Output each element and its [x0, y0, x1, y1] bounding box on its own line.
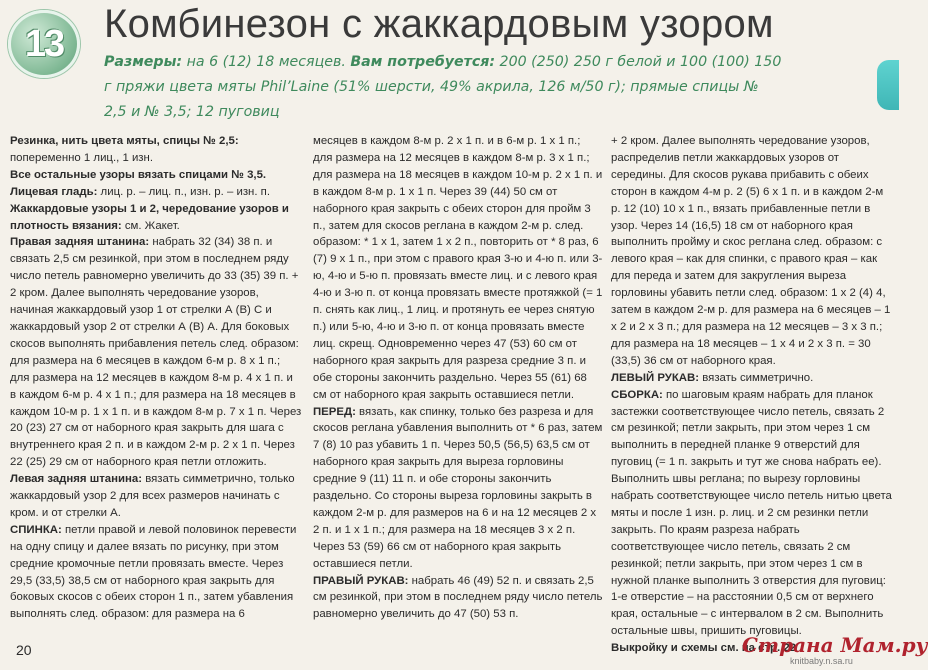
page-title: Комбинезон с жаккардовым узором — [104, 2, 774, 46]
paragraph-text: месяцев в каждом 8-м р. 2 х 1 п. и в 6-м р. 1 х 1 п.; для размера на 12 месяцев в каждом 8-м р. 3 х 1 п.; для размера на 18 месяцев в каждом 10-м р. 2 х 1 п. и в каждом 8-м р. 1 х 1 п. Через 39 (44) 50 см от наборного края закрыть с обеих сторон для пройм 3 п., затем для скосов реглана в каждом 2-м р. след. образом: * 1 х 1, затем 1 х 2 п., повторить от * 8 раз, 6 (7) 9 х 1 п., при этом с правого края 3-ю и 4-ю п. или 3-ю, 4-ю и 5-ю п. провязать вместе лиц. и с левого края 4-ю и 3-ю п. от конца провязать вместе протяжкой (= 1 п. снять как лиц., 1 лиц. и протянуть ее через снятую п.) или 5-ю, 4-ю и 3-ю п. от конца провязать вместе лиц. скрещ. Одновременно через 47 (53) 60 см от наборного края закрыть для разреза средние 3 п. и обе стороны закончить раздельно. Через 55 (61) 68 см от наборного края закрыть оставшиеся петли. — [313, 135, 603, 401]
paragraph-heading: СПИНКА: — [10, 523, 62, 536]
paragraph-text: по шаговым краям набрать для планок застежки соответствующее число петель, связать 2 см резинкой; петли закрыть, при этом через 1 см выполнить в передней планке 9 отверстий для пуговиц (= 1 п. закрыть и тут же снова набрать ее). Выполнить швы реглана; по вырезу горловины набрать соответствующее число петель нитью цвета мяты и после 1 изн. р. лиц. и 2 см резинки петли закрыть. По краям разреза набрать соответствующее число петель, связать 2 см резинкой; петли закрыть, при этом через 1 см в нужной планке выполнить 3 отверстия для пуговиц: 1-е отверстие – на расстоянии 0,5 см от верхнего края, остальные – с интервалом в 2 см. Выполнить остальные швы, пришить пуговицы. — [611, 388, 892, 638]
paragraph-text: вязать, как спинку, только без разреза и для скосов реглана убавления выполнить от * 6 раз, затем 7 (8) 10 раз убавить 1 п. Через 50,5 (56,5) 63,5 см от наборного края закрыть для выреза горловины средние 9 (11) 11 п. и обе стороны закончить раздельно. Со стороны выреза горловины закрыть в каждом 2-м р. для размеров на 6 и на 12 месяцев 2 х 2 п. и 1 х 1 п.; для размера на 18 месяцев 3 х 2 п. Через 53 (59) 66 см от наборного края закрыть оставшиеся петли. — [313, 405, 603, 570]
need-text: 200 (250) 250 г белой и 100 (100) 150 г пряжи цвета мяты Phil’Laine (51% шерсти, 49% акрила, 126 м/50 г); прямые спицы № 2,5 и № 3,5; 12 пуговиц — [104, 54, 782, 120]
paragraph-heading: Левая задняя штанина: — [10, 473, 143, 486]
paragraph-heading: Все остальные узоры вязать спицами № 3,5. — [10, 168, 267, 181]
paragraph-heading: Жаккардовые узоры 1 и 2, чередование узоров и плотность вязания: — [10, 202, 289, 232]
paragraph-text: набрать 32 (34) 38 п. и связать 2,5 см резинкой, при этом в последнем ряду число петель равномерно увеличить до 33 (35) 39 п. + 2 кром. Далее выполнять чередование узоров, начиная жаккардовый узор 1 от стрелки А (В) С и жаккардовый узор 2 от стрелки А (В) А. Для боковых скосов выполнять прибавления петель след. образом: для размера на 6 месяцев в каждом 6-м р. 8 х 1 п.; для размера на 12 месяцев в каждом 8-м р. 4 х 1 п. и в каждом 6-м р. 4 х 1 п.; для размера на 18 месяцев в каждом 10-м р. 1 х 1 п. и в каждом 8-м р. 7 х 1 п. Через 20 (23) 27 см от наборного края закрыть для шага с внутреннего края 2 п. и в каждом 2-м р. 2 х 1 п. Через 22 (25) 29 см от наборного края петли отложить. — [10, 236, 302, 469]
instruction-paragraph — [313, 133, 603, 404]
instruction-paragraph — [10, 133, 302, 167]
paragraph-heading: ПЕРЕД: — [313, 405, 356, 418]
sizes-text: на 6 (12) 18 месяцев. — [182, 54, 351, 70]
pattern-number-badge — [8, 10, 80, 78]
paragraph-text: + 2 кром. Далее выполнять чередование узоров, распределив петли жаккардовых узоров от середины. Для скосов рукава прибавить с обеих сторон в каждом 4-м р. 2 (5) 6 х 1 п. и в каждом 2-м р. 12 (10) 10 х 1 п., вязать прибавленные петли в узор. Через 14 (16,5) 18 см от наборного края выполнить пройму и скос реглана след. образом: с левого края – как для спинки, с правого края – как для переда и затем для закругления выреза горловины убавить петли след. образом: 1 х 2 (4) 4, затем в каждом 2-м р. для размера на 6 месяцев – 1 х 2 и 2 х 3 п.; для размера на 12 месяцев – 3 х 3 п.; для размера на 18 месяцев – 1 х 4 и 2 х 3 п. = 30 (33,5) 36 см от наборного края. — [611, 135, 891, 367]
paragraph-text: см. Жакет. — [121, 219, 180, 232]
paragraph-text: вязать симметрично. — [699, 371, 814, 384]
instruction-paragraph — [10, 167, 302, 184]
text-column-3 — [611, 133, 894, 657]
instruction-paragraph — [313, 404, 603, 573]
watermark-logo: Страна Мам.ру — [742, 633, 928, 657]
page-number: 20 — [16, 642, 32, 658]
instruction-paragraph — [10, 184, 302, 201]
instruction-paragraph — [611, 370, 894, 387]
paragraph-heading: ПРАВЫЙ РУКАВ: — [313, 574, 409, 587]
instruction-paragraph — [611, 387, 894, 641]
instruction-paragraph — [10, 234, 302, 471]
text-column-2 — [313, 133, 603, 623]
watermark-url: knitbaby.n.sa.ru — [790, 656, 853, 666]
instruction-paragraph — [313, 573, 603, 624]
paragraph-heading: Правая задняя штанина: — [10, 236, 150, 249]
paragraph-text: лиц. р. – лиц. п., изн. р. – изн. п. — [97, 185, 271, 198]
pattern-number: 13 — [24, 22, 64, 65]
paragraph-text: набрать 46 (49) 52 п. и связать 2,5 см резинкой, при этом в последнем ряду число петель равномерно увеличить до 47 (50) 53 п. — [313, 574, 603, 621]
materials-block — [104, 50, 784, 125]
paragraph-text: петли правой и левой половинок перевести на одну спицу и далее вязать по рисунку, при этом средние кромочные петли провязать вместе. Через 29,5 (33,5) 38,5 см от наборного края закрыть для боковых скосов с обеих сторон 1 п., затем убавления выполнять след. образом: для размера на 6 — [10, 523, 297, 621]
sizes-label: Размеры: — [104, 54, 183, 70]
need-label: Вам потребуется: — [350, 54, 496, 70]
paragraph-heading: СБОРКА: — [611, 388, 663, 401]
instruction-paragraph — [10, 201, 302, 235]
paragraph-heading: ЛЕВЫЙ РУКАВ: — [611, 371, 700, 384]
text-column-1 — [10, 133, 302, 623]
paragraph-text: вязать симметрично, только жаккардовый узор 2 для всех размеров начинать с кром. и от стрелки А. — [10, 473, 295, 519]
yarn-photo-edge — [877, 60, 899, 110]
paragraph-heading: Лицевая гладь: — [10, 185, 98, 198]
paragraph-heading: Резинка, нить цвета мяты, спицы № 2,5: — [10, 135, 239, 147]
paragraph-text: попеременно 1 лиц., 1 изн. — [10, 151, 153, 164]
instruction-paragraph — [10, 471, 302, 522]
instruction-paragraph — [10, 522, 302, 623]
paragraph-heading: Выкройку и схемы см. на стр. 22 — [611, 642, 797, 655]
instruction-paragraph — [611, 133, 894, 370]
